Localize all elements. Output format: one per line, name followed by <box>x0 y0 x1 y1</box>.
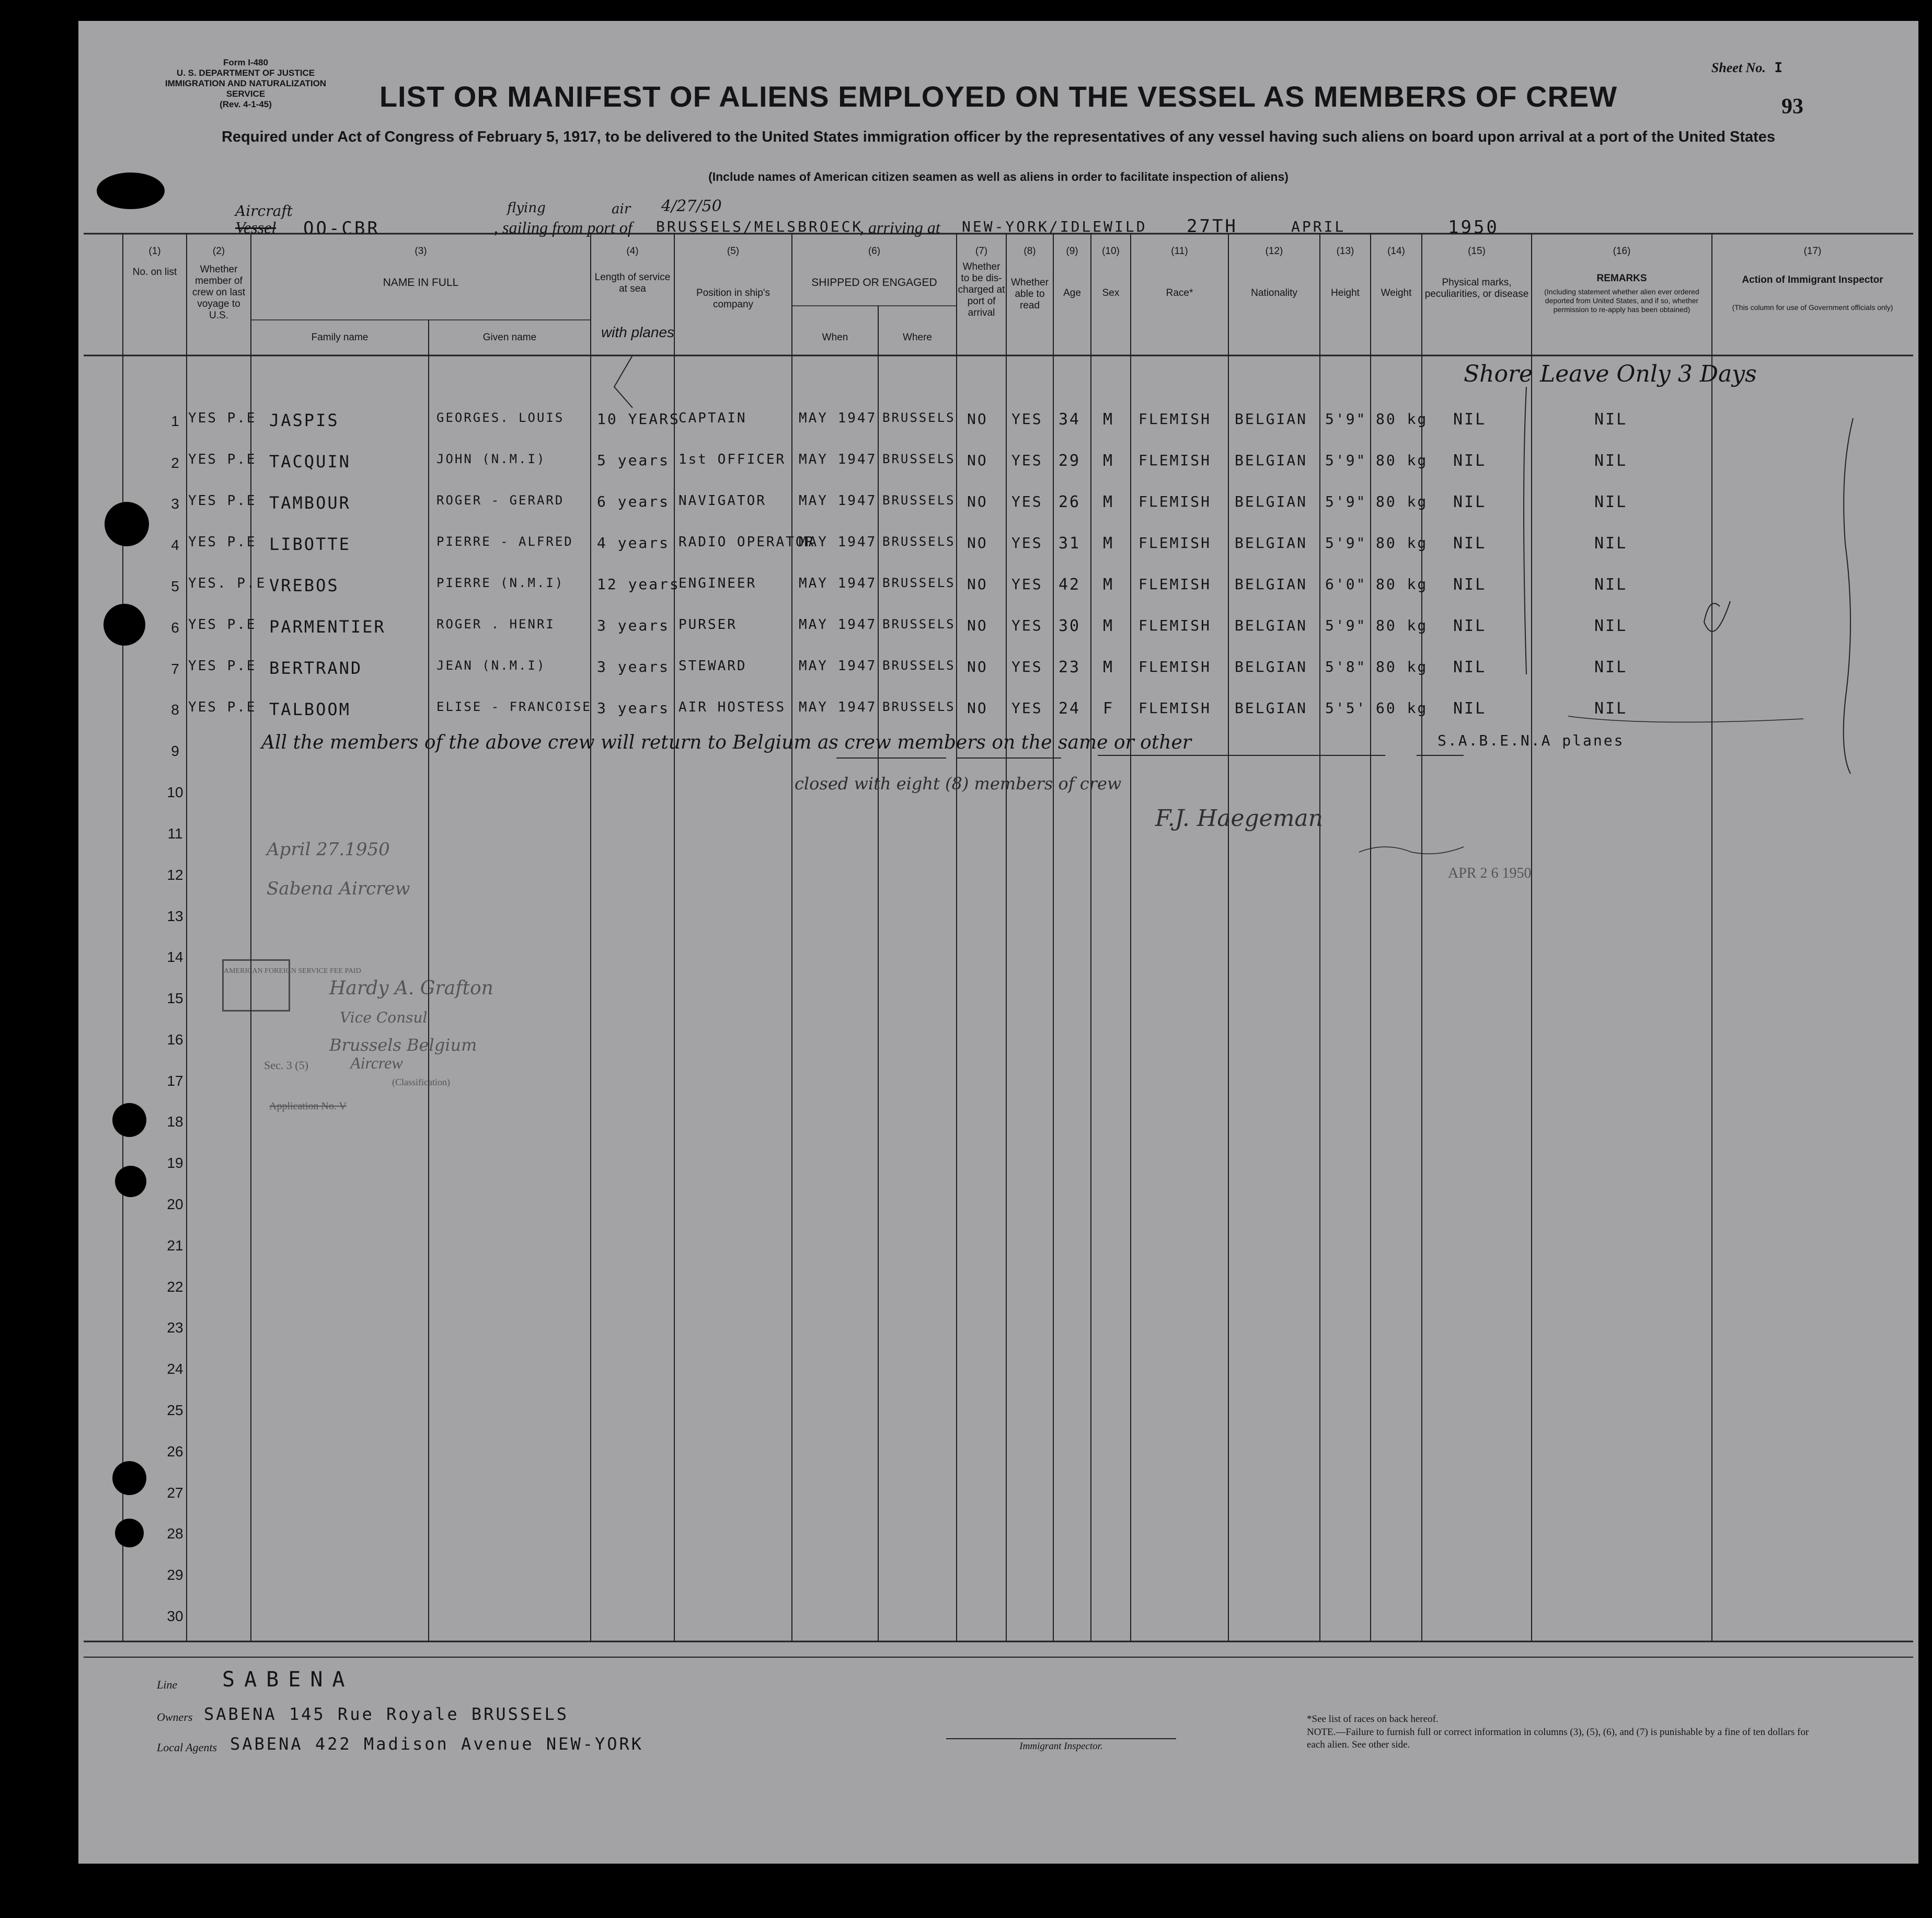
crew-position: ENGINEER <box>678 576 757 591</box>
crew-age: 30 <box>1059 617 1081 635</box>
visa-stamp <box>267 839 570 1064</box>
row-number: 8 <box>171 702 179 718</box>
crew-weight: 80 kg <box>1376 452 1428 469</box>
header-remarks: REMARKS <box>1596 273 1647 284</box>
crew-given-name: ELISE - FRANCOISE <box>436 699 592 714</box>
crew-service: 5 years <box>597 452 670 469</box>
crew-age: 23 <box>1059 658 1081 676</box>
manifest-sheet <box>78 21 1918 1864</box>
col-num-17: (17) <box>1803 246 1822 257</box>
agents-label: Local Agents <box>157 1741 217 1754</box>
crew-shipped-when: MAY 1947 <box>799 534 877 550</box>
crew-sex: M <box>1103 617 1114 635</box>
crew-height: 5'9" <box>1325 410 1367 428</box>
crew-age: 26 <box>1059 493 1081 511</box>
crew-sex: M <box>1103 452 1114 470</box>
crew-race: FLEMISH <box>1138 576 1212 593</box>
crew-service: 4 years <box>597 534 670 552</box>
crew-nationality: BELGIAN <box>1235 576 1308 593</box>
crew-race: FLEMISH <box>1138 410 1212 428</box>
crew-weight: 60 kg <box>1376 699 1428 717</box>
col-num-11: (11) <box>1171 246 1188 257</box>
row-number: 25 <box>167 1402 183 1418</box>
crew-age: 34 <box>1059 410 1081 429</box>
month-value: APRIL <box>1291 218 1346 235</box>
crew-race: FLEMISH <box>1138 699 1212 717</box>
crew-shipped-when: MAY 1947 <box>799 576 877 591</box>
application-label: Application No. V <box>269 1100 347 1112</box>
crew-race: FLEMISH <box>1138 658 1212 675</box>
crew-last-voyage: YES P.E <box>188 699 257 715</box>
sailing-label: , sailing from port of <box>494 218 632 237</box>
consul-place: Brussels Belgium <box>329 1035 477 1055</box>
header-sex: Sex <box>1102 288 1120 298</box>
crew-able-read: YES <box>1011 576 1043 593</box>
crew-last-voyage: YES P.E <box>188 452 257 467</box>
crew-discharged: NO <box>967 658 988 675</box>
crew-age: 42 <box>1059 576 1081 594</box>
crew-family-name: TAMBOUR <box>269 493 351 513</box>
crew-shipped-when: MAY 1947 <box>799 617 877 633</box>
crew-physical: NIL <box>1453 493 1487 511</box>
row-number: 2 <box>171 455 179 471</box>
crew-physical: NIL <box>1453 452 1487 470</box>
header-age: Age <box>1063 288 1081 298</box>
crew-service: 12 years <box>597 576 680 593</box>
crew-position: AIR HOSTESS <box>678 699 786 715</box>
crew-service: 6 years <box>597 493 670 510</box>
crew-race: FLEMISH <box>1138 452 1212 469</box>
crew-shipped-where: BRUSSELS <box>882 617 956 631</box>
col-num-8: (8) <box>1024 246 1036 257</box>
header-given-name: Given name <box>482 332 537 343</box>
col-num-9: (9) <box>1066 246 1078 257</box>
crew-sex: M <box>1103 658 1114 676</box>
crew-age: 29 <box>1059 452 1081 470</box>
binding-hole <box>104 604 145 646</box>
crew-discharged: NO <box>967 410 988 428</box>
row-number: 20 <box>167 1196 183 1212</box>
header-physical: Physical marks, peculiarities, or disease <box>1424 277 1529 300</box>
header-nationality: Nationality <box>1251 288 1297 298</box>
crew-nationality: BELGIAN <box>1235 699 1308 717</box>
row-number: 27 <box>167 1485 183 1501</box>
col-num-7: (7) <box>975 246 988 257</box>
consul-title: Vice Consul <box>340 1009 428 1026</box>
crew-discharged: NO <box>967 452 988 469</box>
penalty-note: NOTE.—Failure to furnish full or correct information in columns (3), (5), (6), and (7) is punishable by a fine of ten dollars for each alien. See other side. <box>1307 1727 1809 1750</box>
crew-shipped-when: MAY 1947 <box>799 410 877 426</box>
crew-service: 3 years <box>597 699 670 717</box>
crew-last-voyage: YES P.E <box>188 410 257 426</box>
row-number: 26 <box>167 1443 183 1460</box>
crew-height: 5'9" <box>1325 452 1367 469</box>
arriving-label: , arriving at <box>860 218 940 237</box>
crew-nationality: BELGIAN <box>1235 493 1308 510</box>
crew-shipped-when: MAY 1947 <box>799 452 877 467</box>
crew-family-name: VREBOS <box>269 576 339 595</box>
binding-hole <box>105 502 149 546</box>
crew-physical: NIL <box>1453 576 1487 594</box>
crew-nationality: BELGIAN <box>1235 534 1308 552</box>
consul-signature: Hardy A. Grafton <box>329 978 493 999</box>
crew-shipped-where: BRUSSELS <box>882 493 956 508</box>
crew-service: 3 years <box>597 658 670 675</box>
col-num-15: (15) <box>1468 246 1486 257</box>
crew-shipped-where: BRUSSELS <box>882 534 956 549</box>
row-number: 19 <box>167 1155 183 1171</box>
crew-shipped-where: BRUSSELS <box>882 452 956 466</box>
races-note: *See list of races on back hereof. <box>1307 1714 1439 1725</box>
header-remarks-sub: (Including statement whether alien ever ordered deported from United States, and if so, whether permission to re-apply has been obtained) <box>1544 288 1699 314</box>
crew-given-name: ROGER . HENRI <box>436 617 555 631</box>
crew-weight: 80 kg <box>1376 534 1428 552</box>
crew-last-voyage: YES P.E <box>188 658 257 674</box>
crew-sex: M <box>1103 576 1114 594</box>
crew-able-read: YES <box>1011 617 1043 634</box>
crew-height: 5'9" <box>1325 617 1367 634</box>
crew-age: 24 <box>1059 699 1081 718</box>
row-number: 28 <box>167 1525 183 1542</box>
classification-label: (Classification) <box>392 1077 450 1087</box>
crew-discharged: NO <box>967 699 988 717</box>
crew-weight: 80 kg <box>1376 576 1428 593</box>
agents-value: SABENA 422 Madison Avenue NEW-YORK <box>230 1734 644 1754</box>
crew-position: 1st OFFICER <box>678 452 786 467</box>
crew-last-voyage: YES P.E <box>188 493 257 509</box>
visa-date: April 27.1950 <box>267 839 390 860</box>
crew-nationality: BELGIAN <box>1235 658 1308 675</box>
col-num-6: (6) <box>868 246 881 257</box>
inspector-signature: F.J. Haegeman <box>1155 805 1323 832</box>
col-num-2: (2) <box>212 246 225 257</box>
crew-remarks: NIL <box>1594 534 1628 553</box>
sheet-number <box>1711 60 1782 76</box>
vessel-hand: Aircraft <box>235 202 293 220</box>
crew-height: 5'8" <box>1325 658 1367 675</box>
crew-able-read: YES <box>1011 452 1043 469</box>
owners-value: SABENA 145 Rue Royale BRUSSELS <box>204 1704 569 1724</box>
col-num-3: (3) <box>415 246 427 257</box>
port-value: BRUSSELS/MELSBROECK <box>656 218 864 235</box>
crew-age: 31 <box>1059 534 1081 553</box>
crew-last-voyage: YES P.E <box>188 617 257 633</box>
row-number: 5 <box>171 578 179 594</box>
header-family-name: Family name <box>311 332 369 343</box>
day-value: 27TH <box>1187 216 1238 237</box>
crew-given-name: ROGER - GERARD <box>436 493 565 508</box>
row-number: 13 <box>167 908 183 924</box>
closed-note: closed with eight (8) members of crew <box>795 774 1122 794</box>
crew-nationality: BELGIAN <box>1235 617 1308 634</box>
requirement-text: Required under Act of Congress of February 5, 1917, to be delivered to the United States immigration officer by the representatives of any vessel having such aliens on board upon arrival at a port of the United States <box>221 129 1776 145</box>
row-number: 18 <box>167 1113 183 1130</box>
crew-position: STEWARD <box>678 658 747 674</box>
crew-weight: 80 kg <box>1376 410 1428 428</box>
row-number: 10 <box>167 784 183 800</box>
crew-shipped-where: BRUSSELS <box>882 658 956 673</box>
col-num-12: (12) <box>1265 246 1283 257</box>
crew-nationality: BELGIAN <box>1235 410 1308 428</box>
crew-given-name: GEORGES. LOUIS <box>436 410 565 425</box>
crew-position: RADIO OPERATOR <box>678 534 815 550</box>
arriving-value: NEW-YORK/IDLEWILD <box>962 218 1147 235</box>
crew-able-read: YES <box>1011 410 1043 428</box>
crew-able-read: YES <box>1011 493 1043 510</box>
crew-physical: NIL <box>1453 534 1487 553</box>
sailing-hand: flying <box>507 200 546 216</box>
crew-discharged: NO <box>967 617 988 634</box>
crew-family-name: BERTRAND <box>269 658 363 678</box>
crew-physical: NIL <box>1453 699 1487 718</box>
row-number: 21 <box>167 1237 183 1254</box>
header-position: Position in ship's company <box>696 288 770 310</box>
crew-sex: M <box>1103 410 1114 429</box>
include-note: (Include names of American citizen seamen as well as aliens in order to facilitate inspection of aliens) <box>708 170 1289 183</box>
crew-race: FLEMISH <box>1138 617 1212 634</box>
header-length-hand: with planes <box>601 324 675 340</box>
crew-position: CAPTAIN <box>678 410 747 426</box>
row-number: 17 <box>167 1073 183 1089</box>
crew-physical: NIL <box>1453 658 1487 676</box>
crew-shipped-when: MAY 1947 <box>799 658 877 674</box>
crew-remarks: NIL <box>1594 576 1628 594</box>
crew-sex: M <box>1103 493 1114 511</box>
col-num-13: (13) <box>1336 246 1354 257</box>
crew-remarks: NIL <box>1594 410 1628 429</box>
shore-leave-note: Shore Leave Only 3 Days <box>1464 361 1757 387</box>
header-where: Where <box>903 332 932 343</box>
line-label: Line <box>157 1678 178 1691</box>
crew-family-name: TACQUIN <box>269 452 351 472</box>
crew-race: FLEMISH <box>1138 493 1212 510</box>
inspector-label: Immigrant Inspector. <box>1019 1741 1103 1752</box>
section-class: Aircrew <box>350 1053 403 1072</box>
header-when: When <box>822 332 848 343</box>
crew-remarks: NIL <box>1594 493 1628 511</box>
vessel-line <box>235 197 1803 239</box>
air-hand: air <box>612 201 631 217</box>
row-number: 1 <box>171 413 179 429</box>
row-number: 7 <box>171 661 179 677</box>
section-label: Sec. 3 (5) <box>264 1059 308 1072</box>
service-name: IMMIGRATION AND NATURALIZATION SERVICE <box>165 78 327 99</box>
form-number: Form I-480 <box>223 58 268 67</box>
crew-given-name: JOHN (N.M.I) <box>436 452 546 466</box>
col-num-1: (1) <box>148 246 161 257</box>
crew-able-read: YES <box>1011 699 1043 717</box>
department-name: U. S. DEPARTMENT OF JUSTICE <box>176 68 315 78</box>
crew-height: 5'9" <box>1325 493 1367 510</box>
crew-remarks: NIL <box>1594 699 1628 718</box>
row-number: 6 <box>171 619 179 636</box>
vessel-label: Vessel <box>235 218 277 237</box>
crew-height: 5'9" <box>1325 534 1367 552</box>
row-number: 30 <box>167 1608 183 1624</box>
crew-weight: 80 kg <box>1376 493 1428 510</box>
header-height: Height <box>1331 288 1360 298</box>
fee-stamp: AMERICAN FOREIGN SERVICE FEE PAID <box>222 959 290 1012</box>
binding-hole <box>115 1166 146 1197</box>
col-num-14: (14) <box>1387 246 1405 257</box>
date-stamp: APR 2 6 1950 <box>1448 865 1532 881</box>
crew-family-name: PARMENTIER <box>269 617 386 637</box>
header-action-sub: (This column for use of Government officials only) <box>1732 303 1893 312</box>
sheet-label: Sheet No. <box>1711 60 1766 75</box>
crew-given-name: PIERRE - ALFRED <box>436 534 573 549</box>
col-num-4: (4) <box>626 246 639 257</box>
row-number: 29 <box>167 1567 183 1583</box>
crew-service: 3 years <box>597 617 670 634</box>
visa-for: Sabena Aircrew <box>267 878 410 899</box>
col-num-10: (10) <box>1102 246 1120 257</box>
crew-race: FLEMISH <box>1138 534 1212 552</box>
binding-hole <box>112 1461 146 1495</box>
header-no-on-list: No. on list <box>132 267 177 278</box>
header-able-read: Whether able to read <box>1011 277 1049 311</box>
col-num-16: (16) <box>1613 246 1631 257</box>
sabena-planes-note: S.A.B.E.N.A planes <box>1438 732 1625 749</box>
crew-weight: 80 kg <box>1376 617 1428 634</box>
return-note: All the members of the above crew will return to Belgium as crew members on the same or other <box>261 732 1192 753</box>
row-number: 16 <box>167 1031 183 1048</box>
crew-sex: M <box>1103 534 1114 553</box>
row-number: 9 <box>171 743 179 759</box>
crew-family-name: TALBOOM <box>269 699 351 719</box>
crew-nationality: BELGIAN <box>1235 452 1308 469</box>
row-number: 24 <box>167 1361 183 1377</box>
header-name-in-full: NAME IN FULL <box>383 277 459 289</box>
crew-position: PURSER <box>678 617 737 633</box>
header-weight: Weight <box>1381 288 1412 298</box>
page-title: LIST OR MANIFEST OF ALIENS EMPLOYED ON THE VESSEL AS MEMBERS OF CREW <box>379 80 1618 113</box>
crew-sex: F <box>1103 699 1114 718</box>
col-num-5: (5) <box>727 246 740 257</box>
crew-shipped-where: BRUSSELS <box>882 410 956 425</box>
line-value: SABENA <box>222 1668 354 1692</box>
crew-discharged: NO <box>967 576 988 593</box>
crew-physical: NIL <box>1453 617 1487 635</box>
crew-shipped-where: BRUSSELS <box>882 699 956 714</box>
crew-last-voyage: YES. P.E <box>188 576 267 591</box>
row-number: 12 <box>167 867 183 883</box>
year-value: 1950 <box>1448 217 1499 238</box>
row-number: 23 <box>167 1319 183 1336</box>
sheet-value: I <box>1774 60 1782 76</box>
crew-last-voyage: YES P.E <box>188 534 257 550</box>
crew-shipped-when: MAY 1947 <box>799 699 877 715</box>
binding-hole <box>115 1519 144 1547</box>
crew-service: 10 YEARS <box>597 410 680 428</box>
row-number: 14 <box>167 949 183 965</box>
crew-position: NAVIGATOR <box>678 493 766 509</box>
header-race: Race* <box>1166 288 1193 298</box>
row-number: 11 <box>167 825 183 842</box>
crew-able-read: YES <box>1011 658 1043 675</box>
crew-physical: NIL <box>1453 410 1487 429</box>
crew-family-name: JASPIS <box>269 410 339 430</box>
row-number: 3 <box>171 496 179 512</box>
crew-discharged: NO <box>967 534 988 552</box>
crew-given-name: JEAN (N.M.I) <box>436 658 546 673</box>
crew-shipped-where: BRUSSELS <box>882 576 956 590</box>
crew-height: 6'0" <box>1325 576 1367 593</box>
crew-remarks: NIL <box>1594 658 1628 676</box>
crew-discharged: NO <box>967 493 988 510</box>
header-discharged: Whether to be dis-charged at port of arrival <box>958 261 1005 318</box>
binding-hole <box>112 1103 146 1137</box>
vessel-value: OO-CBR <box>303 218 380 239</box>
date-hand: 4/27/50 <box>661 197 722 215</box>
revision-date: (Rev. 4-1-45) <box>220 99 272 109</box>
header-last-voyage: Whether member of crew on last voyage to U.S. <box>192 264 246 321</box>
crew-height: 5'5' <box>1325 699 1367 717</box>
owners-label: Owners <box>157 1710 193 1724</box>
crew-family-name: LIBOTTE <box>269 534 351 554</box>
crew-able-read: YES <box>1011 534 1043 552</box>
row-number: 4 <box>171 537 179 553</box>
crew-shipped-when: MAY 1947 <box>799 493 877 509</box>
crew-given-name: PIERRE (N.M.I) <box>436 576 565 590</box>
crew-remarks: NIL <box>1594 617 1628 635</box>
binding-hole <box>97 173 165 209</box>
crew-weight: 80 kg <box>1376 658 1428 675</box>
crew-remarks: NIL <box>1594 452 1628 470</box>
row-number: 22 <box>167 1279 183 1295</box>
header-shipped: SHIPPED OR ENGAGED <box>811 277 937 289</box>
inspector-signature-line <box>946 1738 1176 1739</box>
row-number: 15 <box>167 990 183 1006</box>
header-length-service: Length of service at sea <box>594 272 671 294</box>
header-action: Action of Immigrant Inspector <box>1742 274 1883 285</box>
page-number: 93 <box>1781 95 1803 119</box>
